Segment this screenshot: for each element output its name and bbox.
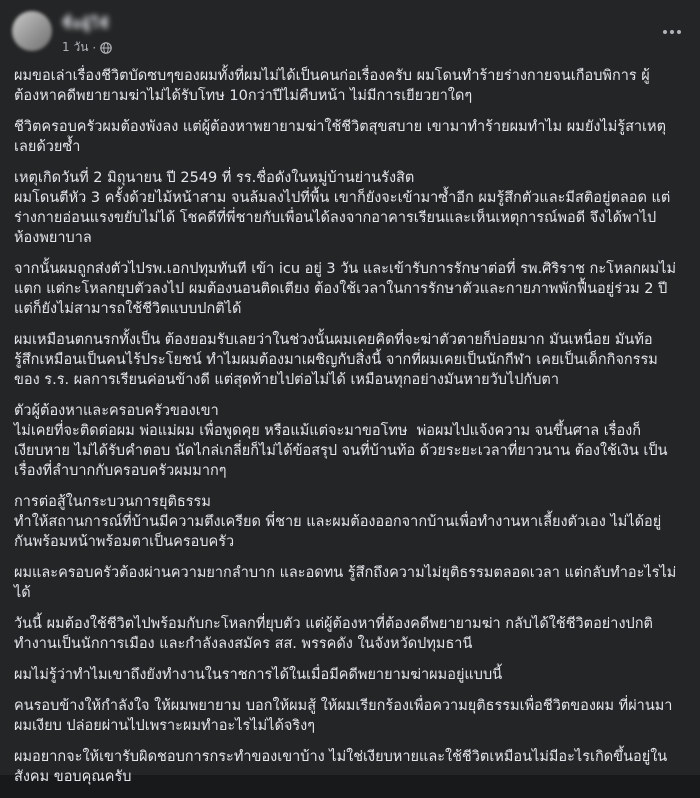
post-meta: [62, 38, 112, 57]
post-paragraph: ผมและครอบครัวต้องผ่านความยากลำบาก และอดทน รู้สึกถึงความไม่ยุติธรรมตลอดเวลา แต่กลับทำอะไรไม่ ได้: [14, 565, 677, 601]
post-paragraph: ชีวิตครอบครัวผมต้องพังลง แต่ผู้ต้องหาพยายามฆ่าใช้ชีวิตสุขสบาย เขามาทำร้ายผมทำไม ผมยังไม่รู้สาเหตุ เลยด้วยซ้ำ: [14, 119, 666, 155]
post-header: [0, 0, 700, 64]
post-paragraph: การต่อสู้ในกระบวนการยุติธรรม ทำให้สถานการณ์ที่บ้านมีความตึงเครียด พี่ชาย และผมต้องออกจากบ้านเพื่อทำงานหาเลี้ยงตัวเอง ไม่ได้อยู่ กันพร้อมหน้าพร้อมตาเป็นครอบครัว: [14, 494, 662, 550]
post-content: [14, 66, 686, 798]
author-name[interactable]: ชื่อผู้ใช้: [62, 16, 110, 32]
post-paragraph: จากนั้นผมถูกส่งตัวไปรพ.เอกปทุมทันที เข้า icu อยู่ 3 วัน และเข้ารับการรักษาต่อที่ รพ.ศิริราช กะโหลกผมไม่ แตก แต่กะโหลกยุบตัวลงไป ผมต้องนอนติดเตียง ต้องใช้เวลาในการรักษาตัวและกายภาพพักฟื้นอยู่ร่วม 2 ปี แต่ก็ยังไม่สามารถใช้ชีวิตแบบปกติได้: [14, 261, 677, 317]
globe-icon[interactable]: [100, 42, 112, 54]
post-time[interactable]: 1 วัน: [62, 40, 89, 54]
post-paragraph: คนรอบข้างให้กำลังใจ ให้ผมพยายาม บอกให้ผมสู้ ให้ผมเรียกร้องเพื่อความยุติธรรมเพื่อชีวิตของผม ที่ผ่านมา ผมเงียบ ปล่อยผ่านไปเพราะผมทำอะไรไม่ได้จริงๆ: [14, 698, 673, 734]
post-paragraph: เหตุเกิดวันที่ 2 มิถุนายน ปี 2549 ที่ รร.ชื่อดังในหมู่บ้านย่านรังสิต ผมโดนตีหัว 3 ครั้งด้วยไม้หน้าสาม จนล้มลงไปที่พื้น เขาก็ยังจะเข้ามาซ้ำอีก ผมรู้สึกตัวและมีสติอยู่ตลอด แต่ ร่างกายอ่อนแรงขยับไม่ได้ โชคดีที่พี่ชายกับเพื่อนได้ลงจากอาคารเรียนและเห็นเหตุการณ์พอดี จึงได้พาไป ห้องพยาบาล: [14, 170, 671, 246]
post-paragraph: ผมไม่รู้ว่าทำไมเขาถึงยังทำงานในราชการได้ในเมื่อมีคดีพยายามฆ่าผมอยู่แบบนี้: [14, 667, 503, 683]
post-paragraph: ผมอยากจะให้เขารับผิดชอบการกระทำของเขาบ้าง ไม่ใช่เงียบหายและใช้ชีวิตเหมือนไม่มีอะไรเกิดขึ้นอยู่ใน สังคม ขอบคุณครับ: [14, 749, 668, 785]
post-paragraph: ผมขอเล่าเรื่องชีวิตบัดซบๆของผมทั้งที่ผมไม่ได้เป็นคนก่อเรื่องครับ ผมโดนทำร้ายร่างกายจนเกือบพิการ ผู้ ต้องหาคดีพยายามฆ่าไม่ได้รับโทษ 10กว่าปีไม่คืบหน้า ไม่มีการเยียวยาใดๆ: [14, 68, 650, 104]
post-paragraph: ผมเหมือนตกนรกทั้งเป็น ต้องยอมรับเลยว่าในช่วงนั้นผมเคยคิดที่จะฆ่าตัวตายก็บ่อยมาก มันเหนื่อย มันท้อ รู้สึกเหมือนเป็นคนไร้ประโยชน์ ทำไมผมต้องมาเผชิญกับสิ่งนี้ จากที่ผมเคยเป็นนักกีฬา เคยเป็นเด็กกิจกรรม ของ ร.ร. ผลการเรียนค่อนข้างดี แต่สุดท้ายไปต่อไม่ได้ เหมือนทุกอย่างมันหายวับไปกับตา: [14, 332, 658, 388]
post-paragraph: วันนี้ ผมต้องใช้ชีวิตไปพร้อมกับกะโหลกที่ยุบตัว แต่ผู้ต้องหาที่ต้องคดีพยายามฆ่า กลับได้ใช้ชีวิตอย่างปกติ ทำงานเป็นนักการเมือง และกำลังลงสมัคร สส. พรรคดัง ในจังหวัดปทุมธานี: [14, 616, 653, 652]
avatar[interactable]: [12, 11, 52, 51]
post-paragraph: ตัวผู้ต้องหาและครอบครัวของเขา ไม่เคยที่จะติดต่อผม พ่อแม่ผม เพื่อพูดคุย หรือแม้แต่จะมาขอโทษ พ่อผมไปแจ้งความ จนขึ้นศาล เรื่องก็ เงียบหาย ไม่ได้รับคำตอบ นัดไกล่เกลี่ยก็ไม่ได้ข้อสรุป จนที่บ้านท้อ ด้วยระยะเวลาที่ยาวนาน ต้องใช้เงิน เป็น เรื่องที่ลำบากกับครอบครัวผมมากๆ: [14, 403, 668, 479]
meta-separator: ·: [92, 40, 97, 55]
more-options-icon[interactable]: [658, 18, 686, 46]
